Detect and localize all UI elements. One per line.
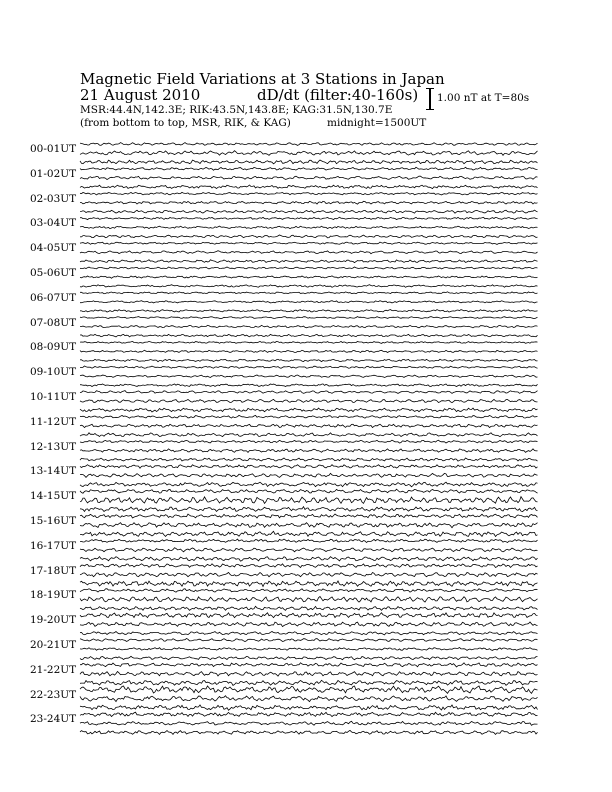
trace-line	[80, 581, 538, 587]
row-label: 02-03UT	[30, 192, 77, 205]
trace-line	[80, 482, 538, 487]
row-label: 08-09UT	[30, 341, 77, 354]
row-label: 00-01UT	[30, 143, 77, 155]
row-label: 13-14UT	[30, 465, 77, 478]
trace-line	[80, 399, 538, 402]
trace-line	[80, 514, 538, 518]
trace-line	[80, 730, 538, 734]
trace-line	[80, 310, 538, 313]
trace-line	[80, 458, 538, 461]
row-label: 12-13UT	[30, 440, 77, 453]
trace-line	[80, 564, 538, 568]
trace-line	[80, 366, 538, 368]
trace-line	[80, 276, 538, 278]
row-label: 14-15UT	[30, 490, 77, 503]
trace-line	[80, 226, 538, 229]
row-label: 17-18UT	[30, 564, 77, 577]
trace-line	[80, 176, 538, 179]
trace-line	[80, 341, 538, 343]
trace-line	[80, 663, 538, 667]
trace-line	[80, 622, 538, 627]
trace-line	[80, 408, 538, 412]
trace-line	[80, 160, 538, 164]
trace-line	[80, 523, 538, 528]
trace-line	[80, 632, 538, 635]
trace-line	[80, 415, 538, 418]
scale-label: 1.00 nT at T=80s	[437, 92, 530, 104]
trace-line	[80, 557, 538, 562]
trace-order-note: (from bottom to top, MSR, RIK, & KAG)	[80, 117, 291, 129]
row-label: 01-02UT	[30, 167, 77, 180]
trace-line	[80, 712, 538, 716]
trace-line	[80, 167, 538, 170]
trace-line	[80, 597, 538, 603]
trace-line	[80, 375, 538, 378]
row-label: 09-10UT	[30, 366, 77, 379]
trace-line	[80, 292, 538, 294]
trace-line	[80, 613, 538, 618]
trace-line	[80, 192, 538, 195]
trace-line	[80, 301, 538, 303]
trace-line	[80, 317, 538, 319]
row-label: 07-08UT	[30, 316, 77, 329]
midnight-note: midnight=1500UT	[327, 117, 427, 129]
trace-line	[80, 696, 538, 702]
trace-line	[80, 648, 538, 651]
trace-line	[80, 680, 538, 685]
row-label: 06-07UT	[30, 291, 77, 304]
filter-note: dD/dt (filter:40-160s)	[257, 86, 419, 104]
trace-line	[80, 210, 538, 213]
trace-line	[80, 235, 538, 238]
row-label: 19-20UT	[30, 614, 77, 627]
trace-line	[80, 639, 538, 642]
trace-line	[80, 325, 538, 328]
chart-date: 21 August 2010	[80, 86, 201, 104]
trace-line	[80, 440, 538, 443]
row-label: 05-06UT	[30, 267, 77, 279]
trace-line	[80, 473, 538, 477]
chart-title: Magnetic Field Variations at 3 Stations in Japan	[80, 70, 445, 88]
trace-line	[80, 391, 538, 394]
row-label: 23-24UT	[30, 713, 77, 726]
trace-line	[80, 267, 538, 269]
trace-line	[80, 334, 538, 337]
row-label: 10-11UT	[30, 391, 77, 403]
row-label: 20-21UT	[30, 639, 77, 651]
row-label: 11-12UT	[30, 415, 77, 428]
trace-line	[80, 285, 538, 288]
stations-note: MSR:44.4N,142.3E; RIK:43.5N,143.8E; KAG:31.5N,130.7E	[80, 104, 393, 116]
trace-line	[80, 548, 538, 552]
row-label: 22-23UT	[30, 688, 77, 701]
trace-line	[80, 539, 538, 542]
trace-line	[80, 359, 538, 362]
trace-line	[80, 185, 538, 189]
trace-line	[80, 151, 538, 156]
trace-line	[80, 201, 538, 204]
trace-line	[80, 260, 538, 263]
row-label: 04-05UT	[30, 242, 77, 255]
trace-line	[80, 384, 538, 387]
trace-line	[80, 721, 538, 725]
row-label: 03-04UT	[30, 217, 77, 230]
trace-line	[80, 589, 538, 593]
trace-line	[80, 606, 538, 610]
trace-line	[80, 572, 538, 576]
trace-line	[80, 656, 538, 659]
trace-line	[80, 143, 538, 146]
trace-line	[80, 217, 538, 219]
trace-line	[80, 465, 538, 469]
trace-line	[80, 705, 538, 710]
trace-line	[80, 686, 538, 693]
trace-line	[80, 507, 538, 512]
trace-line	[80, 350, 538, 352]
row-label: 21-22UT	[30, 663, 77, 676]
trace-line	[80, 531, 538, 536]
trace-line	[80, 497, 538, 504]
trace-line	[80, 242, 538, 244]
trace-line	[80, 489, 538, 493]
trace-line	[80, 433, 538, 437]
trace-line	[80, 251, 538, 254]
row-label: 18-19UT	[30, 589, 77, 602]
row-label: 15-16UT	[30, 515, 77, 527]
trace-line	[80, 449, 538, 453]
trace-line	[80, 672, 538, 677]
row-label: 16-17UT	[30, 539, 77, 552]
trace-line	[80, 424, 538, 428]
